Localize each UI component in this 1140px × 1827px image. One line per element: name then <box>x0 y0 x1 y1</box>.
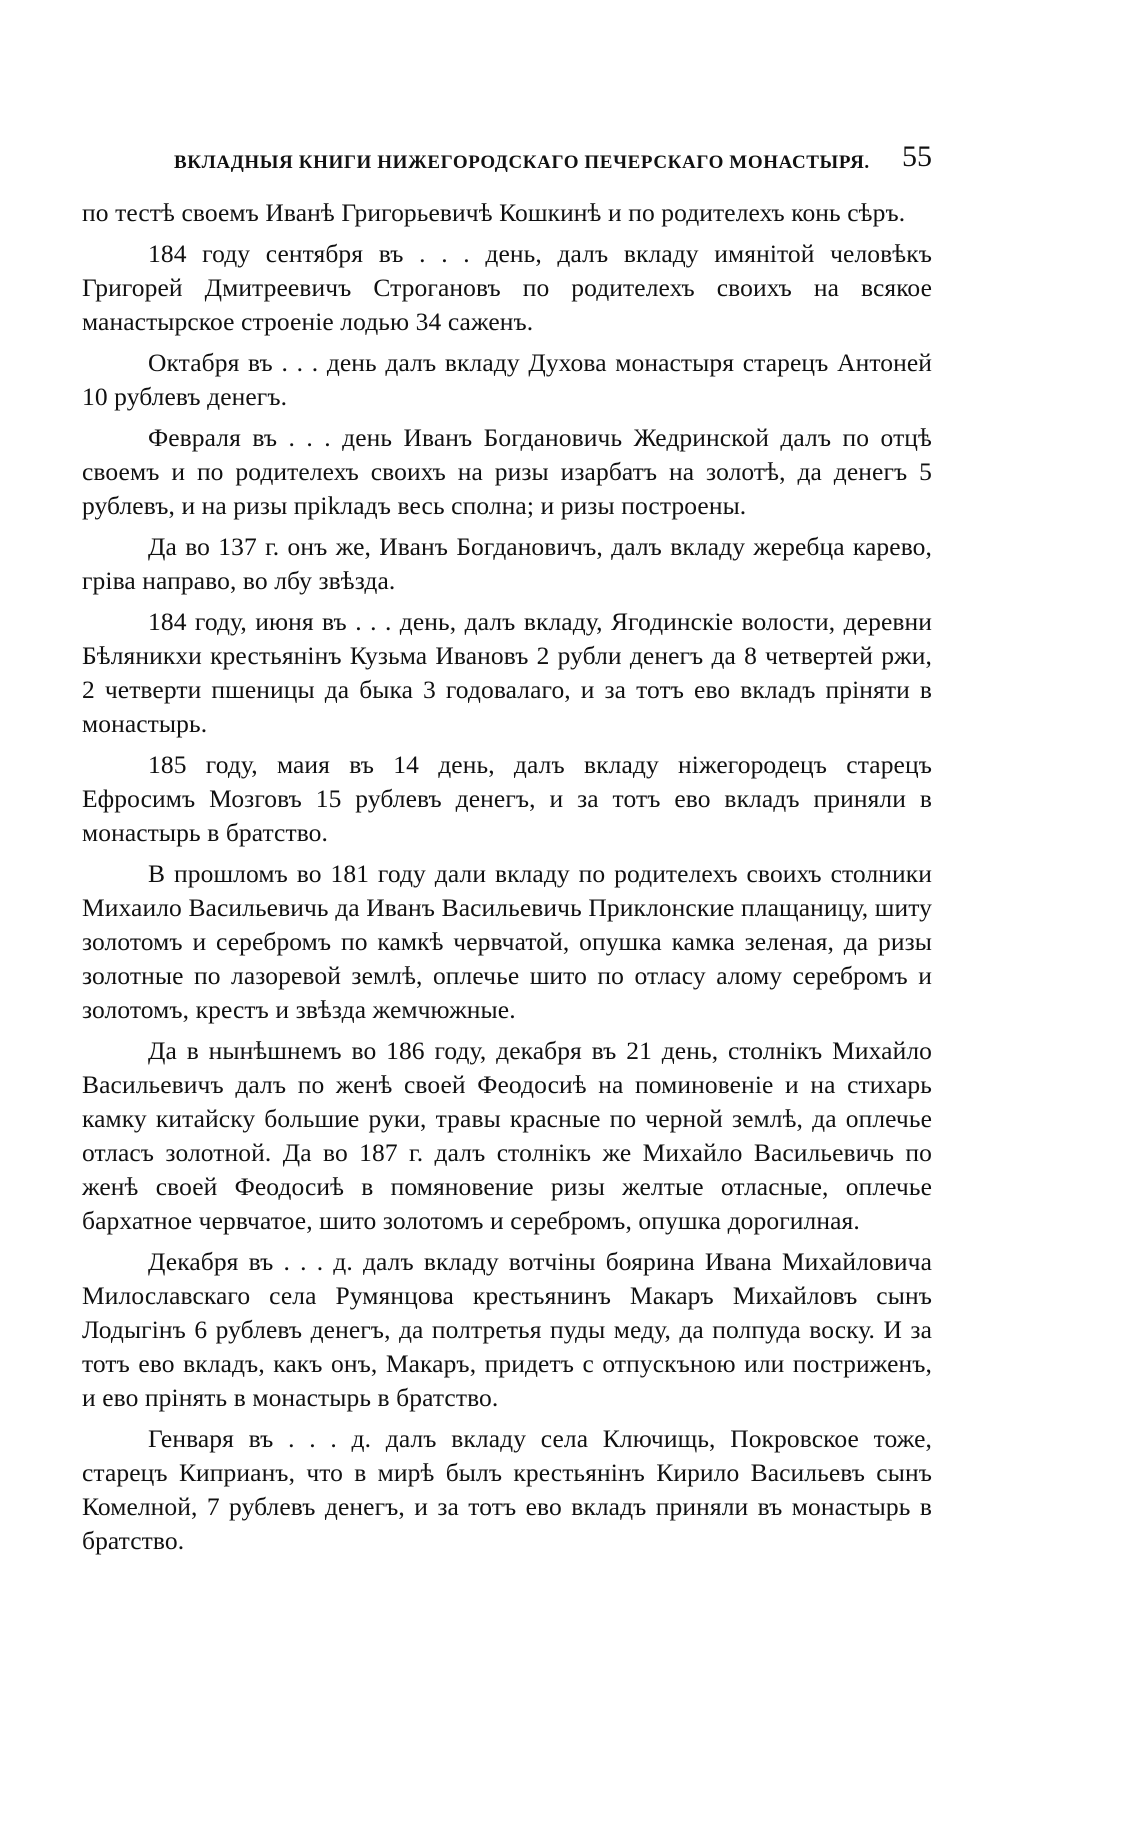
running-head <box>82 140 932 180</box>
body-text <box>82 196 932 1558</box>
paragraph-continuation: по тестѣ своемъ Иванѣ Григорьевичѣ Кошкинѣ и по родителехъ конь сѣръ. <box>82 198 906 227</box>
paragraph: Да в нынѣшнемъ во 186 году, декабря въ 21 день, столнікъ Михайло Васильевичъ далъ по женѣ своей Феодосиѣ на поминовеніе и на стихарь камку китайску большие руки, травы красные по черной землѣ, да оплечье отласъ золотной. Да во 187 г. далъ столнікъ же Михайло Васильевичь по женѣ своей Феодосиѣ в помяновение ризы желтые отласные, оплечье бархатное червчатое, шито золотомъ и серебромъ, опушка дорогилная. <box>82 1036 932 1235</box>
paragraph: Февраля въ . . . день Иванъ Богдановичь Жедринской далъ по отцѣ своемъ и по родителехъ своихъ на ризы изарбатъ на золотѣ, да денегъ 5 рублевъ, и на ризы пріkладъ весь сполна; и ризы построены. <box>82 423 932 520</box>
paragraph: Декабря въ . . . д. далъ вкладу вотчіны боярина Ивана Михайловича Милославскаго села Румянцова крестьянинъ Макаръ Михайловъ сынъ Лодыгінъ 6 рублевъ денегъ, да полтретья пуды меду, да полпуда воску. И за тотъ ево вкладъ, какъ онъ, Макаръ, придетъ с отпускъною или постриженъ, и ево прінять в монастырь в братство. <box>82 1247 932 1412</box>
paragraph: В прошломъ во 181 году дали вкладу по родителехъ своихъ столники Михаило Васильевичь да Иванъ Васильевичь Приклонские плащаницу, шиту золотомъ и серебромъ по камкѣ червчатой, опушка камка зеленая, да ризы золотные по лазоревой землѣ, оплечье шито по отласу алому серебромъ и золотомъ, крестъ и звѣзда жемчюжные. <box>82 859 932 1024</box>
paragraph: 185 году, маия въ 14 день, далъ вкладу ніжегородецъ старецъ Ефросимъ Мозговъ 15 рублевъ денегъ, и за тотъ ево вкладъ приняли в монастырь в братство. <box>82 750 932 847</box>
running-title: ВКЛАДНЫЯ КНИГИ НИЖЕГОРОДСКАГО ПЕЧЕРСКАГО МОНАСТЫРЯ. <box>174 152 870 173</box>
page-number: 55 <box>902 140 932 173</box>
paragraph: Генваря въ . . . д. далъ вкладу села Ключищь, Покровское тоже, старецъ Киприанъ, что в мирѣ былъ крестьянінъ Кирило Васильевъ сынъ Комелной, 7 рублевъ денегъ, и за тотъ ево вкладъ приняли въ монастырь в братство. <box>82 1424 932 1555</box>
paragraph: Октабря въ . . . день далъ вкладу Духова монастыря старецъ Антоней 10 рублевъ денегъ. <box>82 348 932 411</box>
paragraph: 184 году, июня въ . . . день, далъ вкладу, Ягодинскіе волости, деревни Бѣляникхи крестьянінъ Кузьма Ивановъ 2 рубли денегъ да 8 четвертей ржи, 2 четверти пшеницы да быка 3 годовалаго, и за тотъ ево вкладъ пріняти в монастырь. <box>82 607 932 738</box>
paragraph: 184 году сентября въ . . . день, далъ вкладу имянітой человѣкъ Григорей Дмитреевичъ Строгановъ по родителехъ своихъ на всякое манастырское строеніе лодью 34 саженъ. <box>82 239 932 336</box>
paragraph: Да во 137 г. онъ же, Иванъ Богдановичъ, далъ вкладу жеребца карево, гріва направо, во лбу звѣзда. <box>82 532 932 595</box>
